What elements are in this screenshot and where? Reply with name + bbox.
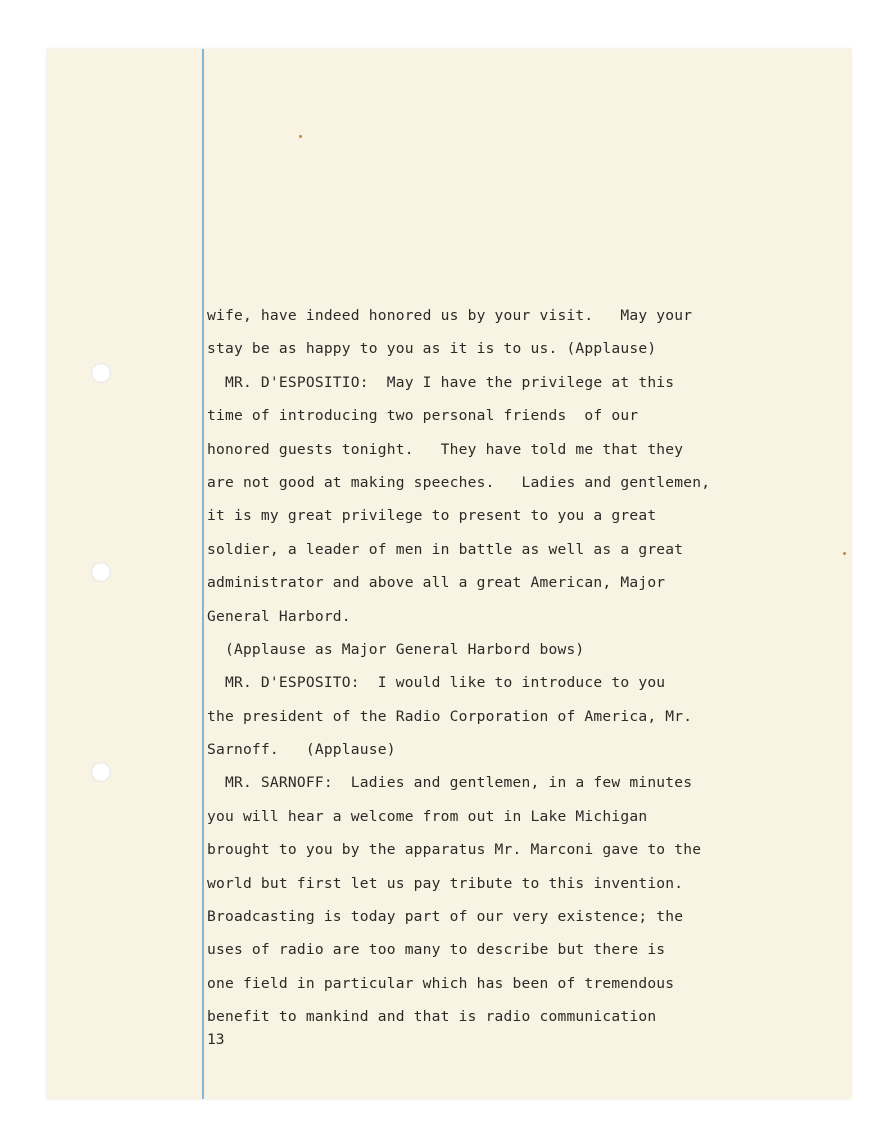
margin-rule [202,49,204,1099]
text-line: Broadcasting is today part of our very existence; the [207,908,684,926]
text-line: administrator and above all a great American, Major [207,574,666,592]
text-line: Sarnoff. (Applause) [207,741,396,759]
text-line: brought to you by the apparatus Mr. Marconi gave to the [207,841,702,859]
text-line: wife, have indeed honored us by your visit. May your [207,307,693,324]
text-line: stay be as happy to you as it is to us. (Applause) [207,340,657,358]
text-line: time of introducing two personal friends of our [207,407,639,425]
text-line: honored guests tonight. They have told me that they [207,440,684,458]
text-line: it is my great privilege to present to you a great [207,507,657,525]
text-line: General Harbord. [207,607,351,625]
text-line: are not good at making speeches. Ladies and gentlemen, [207,473,711,491]
paper-speck [843,552,846,555]
text-line: one field in particular which has been of tremendous [207,974,675,992]
text-line: you will hear a welcome from out in Lake Michigan [207,807,648,825]
punch-hole-middle [91,562,111,582]
text-line: (Applause as Major General Harbord bows) [207,640,585,658]
page-number: 13 [207,1031,225,1048]
text-line: MR. SARNOFF: Ladies and gentlemen, in a few minutes [207,774,693,792]
text-line: the president of the Radio Corporation of America, Mr. [207,707,693,725]
text-line: MR. D'ESPOSITIO: May I have the privilege at this [207,373,675,391]
text-line: benefit to mankind and that is radio communication [207,1008,657,1026]
paper-speck [299,135,302,138]
text-line: world but first let us pay tribute to this invention. [207,874,684,892]
text-line: uses of radio are too many to describe but there is [207,941,666,959]
punch-hole-top [91,363,111,383]
text-line: MR. D'ESPOSITO: I would like to introduce to you [207,674,666,692]
text-line: soldier, a leader of men in battle as well as a great [207,540,684,558]
typed-text [207,299,827,1034]
punch-hole-bottom [91,762,111,782]
document-page [47,49,851,1099]
